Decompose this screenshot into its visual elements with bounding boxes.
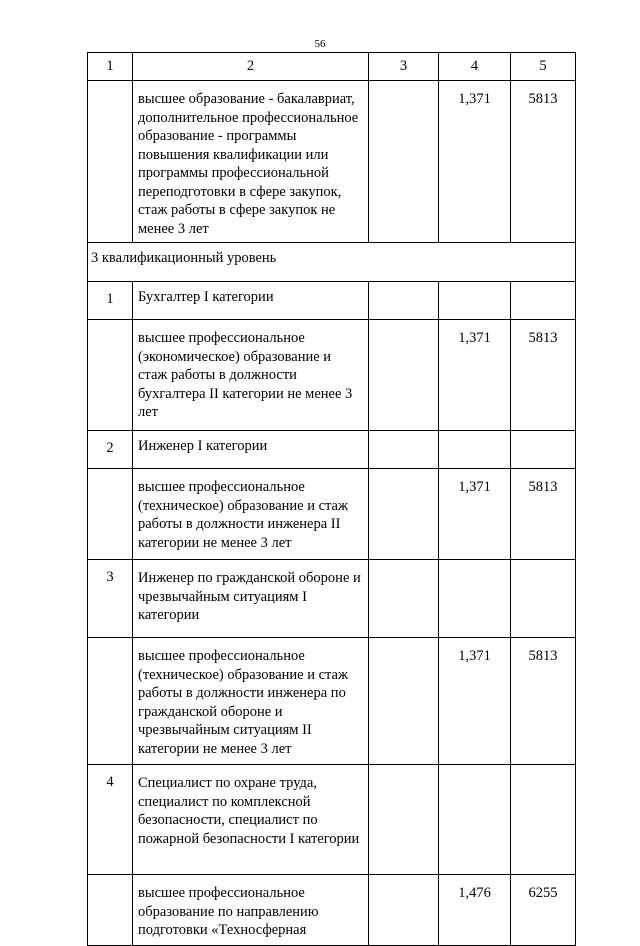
row-salary: 5813 xyxy=(511,320,576,431)
row-coefficient: 1,371 xyxy=(439,320,511,431)
row-col3 xyxy=(369,320,439,431)
row-salary: 5813 xyxy=(511,638,576,765)
table-row xyxy=(88,431,576,469)
row-col3 xyxy=(369,765,439,875)
row-col3 xyxy=(369,282,439,320)
header-cell: 4 xyxy=(439,53,511,81)
row-coefficient xyxy=(439,431,511,469)
row-col3 xyxy=(369,638,439,765)
row-description: высшее образование - бакалавриат, дополнительное профессиональное образование - программы повышения квалификации или программы профессиональной переподготовки в сфере закупок, стаж работы в сфере закупок не менее 3 лет xyxy=(133,81,369,243)
row-number: 3 xyxy=(88,560,133,638)
row-coefficient: 1,371 xyxy=(439,469,511,560)
row-salary xyxy=(511,282,576,320)
row-salary xyxy=(511,560,576,638)
header-cell: 5 xyxy=(511,53,576,81)
table-row xyxy=(88,282,576,320)
table-row xyxy=(88,560,576,638)
row-description: высшее профессиональное образование по направлению подготовки «Техносферная xyxy=(133,875,369,946)
page-number: 56 xyxy=(314,38,326,50)
qualification-level-label: 3 квалификационный уровень xyxy=(88,243,576,282)
row-salary xyxy=(511,765,576,875)
row-col3 xyxy=(369,81,439,243)
row-description: Инженер по гражданской обороне и чрезвычайным ситуациям I категории xyxy=(133,560,369,638)
level-row xyxy=(88,243,576,282)
row-number xyxy=(88,81,133,243)
table-row xyxy=(88,638,576,765)
row-coefficient xyxy=(439,282,511,320)
table-row xyxy=(88,875,576,946)
row-coefficient xyxy=(439,765,511,875)
row-col3 xyxy=(369,560,439,638)
row-description: Инженер I категории xyxy=(133,431,369,469)
table-row xyxy=(88,765,576,875)
salary-table xyxy=(87,52,576,946)
row-number: 1 xyxy=(88,282,133,320)
row-salary: 5813 xyxy=(511,469,576,560)
row-number xyxy=(88,469,133,560)
row-coefficient xyxy=(439,560,511,638)
row-description: высшее профессиональное (техническое) образование и стаж работы в должности инженера II категории не менее 3 лет xyxy=(133,469,369,560)
header-cell: 2 xyxy=(133,53,369,81)
row-coefficient: 1,371 xyxy=(439,638,511,765)
row-col3 xyxy=(369,875,439,946)
row-number: 2 xyxy=(88,431,133,469)
row-number: 4 xyxy=(88,765,133,875)
row-description: высшее профессиональное (техническое) образование и стаж работы в должности инженера по гражданской обороне и чрезвычайным ситуациям II категории не менее 3 лет xyxy=(133,638,369,765)
row-col3 xyxy=(369,469,439,560)
row-salary xyxy=(511,431,576,469)
header-cell: 3 xyxy=(369,53,439,81)
row-number xyxy=(88,875,133,946)
row-description: Специалист по охране труда, специалист по комплексной безопасности, специалист по пожарной безопасности I категории xyxy=(133,765,369,875)
row-coefficient: 1,476 xyxy=(439,875,511,946)
row-coefficient: 1,371 xyxy=(439,81,511,243)
table-row xyxy=(88,469,576,560)
table-row xyxy=(88,320,576,431)
header-cell: 1 xyxy=(88,53,133,81)
table-header-row xyxy=(88,53,576,81)
row-description: Бухгалтер I категории xyxy=(133,282,369,320)
row-salary: 6255 xyxy=(511,875,576,946)
row-col3 xyxy=(369,431,439,469)
row-number xyxy=(88,638,133,765)
row-description: высшее профессиональное (экономическое) образование и стаж работы в должности бухгалтера II категории не менее 3 лет xyxy=(133,320,369,431)
row-number xyxy=(88,320,133,431)
table-row xyxy=(88,81,576,243)
row-salary: 5813 xyxy=(511,81,576,243)
